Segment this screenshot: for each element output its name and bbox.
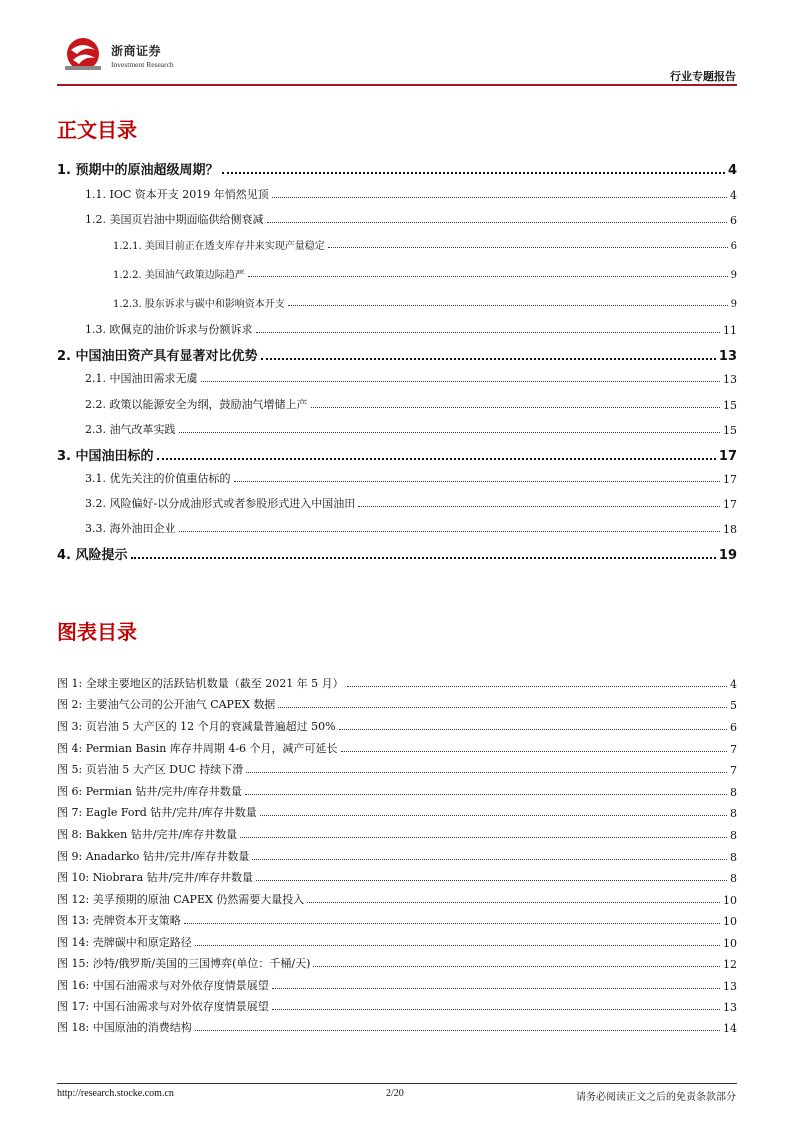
toc-entry-page: 19: [718, 548, 737, 563]
toc-entry-text: 2.1. 中国油田需求无虞: [85, 372, 198, 385]
leader-dots: [201, 381, 721, 382]
figure-entry-page: 6: [730, 721, 737, 734]
leader-dots: [256, 332, 721, 333]
leader-dots: [272, 197, 727, 198]
footer-divider: [57, 1083, 737, 1084]
toc-entry-page: 13: [723, 373, 737, 386]
leader-dots: [240, 837, 727, 838]
company-logo-icon: [63, 36, 107, 72]
figure-entry[interactable]: [57, 953, 737, 971]
toc-entry[interactable]: [57, 342, 737, 364]
toc-entry[interactable]: [85, 209, 737, 227]
toc-entry-text: 1.1. IOC 资本开支 2019 年悄然见顶: [85, 188, 269, 201]
toc-entry-text: 3.2. 风险偏好-以分成油形式或者参股形式进入中国油田: [85, 497, 356, 510]
toc-entry[interactable]: [85, 493, 737, 511]
leader-dots: [288, 305, 728, 306]
figure-entry[interactable]: [57, 781, 737, 799]
leader-dots: [347, 686, 727, 687]
figure-entry-text: 图 18: 中国原油的消费结构: [57, 1021, 192, 1034]
figure-entry[interactable]: [57, 673, 737, 691]
toc-entry[interactable]: [85, 368, 737, 386]
toc-entry-page: 13: [718, 349, 737, 364]
toc-entry-page: 15: [723, 399, 737, 412]
leader-dots: [245, 794, 727, 795]
leader-dots: [234, 481, 721, 482]
figure-entry-text: 图 1: 全球主要地区的活跃钻机数量（截至 2021 年 5 月）: [57, 677, 344, 690]
leader-dots: [261, 358, 716, 360]
toc-entry-page: 17: [723, 498, 737, 511]
toc-entry-text: 2.3. 油气改革实践: [85, 423, 176, 436]
leader-dots: [358, 506, 720, 507]
figure-entry-page: 4: [730, 678, 737, 691]
figure-entry-text: 图 8: Bakken 钻井/完井/库存井数量: [57, 828, 238, 841]
toc-entry[interactable]: [57, 541, 737, 563]
toc-entry[interactable]: [85, 518, 737, 536]
figure-entry-text: 图 17: 中国石油需求与对外依存度情景展望: [57, 1000, 269, 1013]
toc-title: 正文目录: [57, 118, 137, 142]
figure-entry[interactable]: [57, 932, 737, 950]
toc-entry[interactable]: [85, 394, 737, 412]
toc-entry-text: 1. 预期中的原油超级周期？: [57, 163, 219, 178]
figure-entry-page: 8: [730, 786, 737, 799]
toc-entry[interactable]: [57, 156, 737, 178]
figure-entry[interactable]: [57, 846, 737, 864]
figure-entry[interactable]: [57, 975, 737, 993]
figure-entry-text: 图 12: 美孚预期的原油 CAPEX 仍然需要大量投入: [57, 893, 305, 906]
figure-entry-text: 图 6: Permian 钻井/完井/库存井数量: [57, 785, 242, 798]
figure-entry-page: 10: [723, 937, 737, 950]
toc-entry-text: 3. 中国油田标的: [57, 449, 154, 464]
leader-dots: [157, 458, 716, 460]
figure-entry[interactable]: [57, 824, 737, 842]
leader-dots: [341, 751, 727, 752]
figure-entry-text: 图 4: Permian Basin 库存井周期 4-6 个月，减产可延长: [57, 742, 338, 755]
leader-dots: [252, 859, 727, 860]
toc-entry-text: 1.2.3. 股东诉求与碳中和影响资本开支: [113, 299, 285, 310]
figure-entry-page: 8: [730, 829, 737, 842]
toc-entry[interactable]: [85, 319, 737, 337]
leader-dots: [328, 247, 728, 248]
logo-chinese-name: 浙商证券: [111, 44, 162, 58]
leader-dots: [339, 729, 727, 730]
footer-url-link[interactable]: http://research.stocke.com.cn: [57, 1088, 174, 1099]
toc-entry-text: 2.2. 政策以能源安全为纲，鼓励油气增储上产: [85, 398, 308, 411]
figure-entry-page: 10: [723, 915, 737, 928]
leader-dots: [311, 407, 721, 408]
figure-entry[interactable]: [57, 716, 737, 734]
figure-entry-text: 图 7: Eagle Ford 钻井/完井/库存井数量: [57, 806, 257, 819]
toc-entry[interactable]: [85, 419, 737, 437]
toc-entry-text: 4. 风险提示: [57, 548, 128, 563]
footer-disclaimer: 请务必阅读正文之后的免责条款部分: [576, 1092, 736, 1103]
leader-dots: [260, 815, 727, 816]
figure-entry-text: 图 10: Niobrara 钻井/完井/库存井数量: [57, 871, 254, 884]
toc-entry-text: 1.2.2. 美国油气政策边际趋严: [113, 270, 245, 281]
toc-entry-text: 1.2. 美国页岩油中期面临供给侧衰减: [85, 213, 264, 226]
figure-entry-page: 12: [723, 958, 737, 971]
figure-entry[interactable]: [57, 889, 737, 907]
footer-page-number: 2/20: [386, 1088, 404, 1099]
toc-entry[interactable]: [85, 184, 737, 202]
leader-dots: [246, 772, 727, 773]
toc-entry-text: 3.3. 海外油田企业: [85, 522, 176, 535]
leader-dots: [278, 707, 727, 708]
toc-entry-page: 17: [723, 473, 737, 486]
toc-entry-page: 6: [730, 241, 737, 252]
figure-entry-page: 13: [723, 980, 737, 993]
leader-dots: [131, 557, 716, 559]
toc-entry-page: 9: [730, 299, 737, 310]
figures-title: 图表目录: [57, 620, 137, 644]
toc-entry-text: 3.1. 优先关注的价值重估标的: [85, 472, 231, 485]
page-header: [0, 0, 793, 90]
leader-dots: [222, 172, 725, 174]
figure-entry-page: 8: [730, 807, 737, 820]
leader-dots: [267, 222, 728, 223]
figure-entry-page: 8: [730, 851, 737, 864]
figure-entry[interactable]: [57, 910, 737, 928]
leader-dots: [248, 276, 728, 277]
figure-entry-text: 图 16: 中国石油需求与对外依存度情景展望: [57, 979, 269, 992]
leader-dots: [272, 1009, 720, 1010]
figure-entry-page: 10: [723, 894, 737, 907]
figure-entry-text: 图 2: 主要油气公司的公开油气 CAPEX 数据: [57, 698, 276, 711]
figure-entry-text: 图 5: 页岩油 5 大产区 DUC 持续下滑: [57, 763, 244, 776]
report-type-label: 行业专题报告: [670, 70, 736, 83]
figure-entry-page: 7: [730, 764, 737, 777]
figure-entry-page: 13: [723, 1001, 737, 1014]
figure-entry-text: 图 3: 页岩油 5 大产区的 12 个月的衰减量普遍超过 50%: [57, 720, 336, 733]
figure-entry-text: 图 15: 沙特/俄罗斯/美国的三国博弈(单位：千桶/天): [57, 957, 311, 970]
leader-dots: [195, 1030, 720, 1031]
figure-entry-page: 5: [730, 699, 737, 712]
toc-entry[interactable]: [113, 234, 737, 252]
figure-entry-text: 图 9: Anadarko 钻井/完井/库存井数量: [57, 850, 250, 863]
toc-entry-text: 1.2.1. 美国目前正在透支库存井来实现产量稳定: [113, 241, 325, 252]
figure-entry-page: 14: [723, 1022, 737, 1035]
toc-entry-page: 9: [730, 270, 737, 281]
leader-dots: [272, 988, 720, 989]
toc-entry[interactable]: [57, 442, 737, 464]
toc-entry-text: 2. 中国油田资产具有显著对比优势: [57, 349, 258, 364]
toc-entry[interactable]: [113, 263, 737, 281]
leader-dots: [195, 945, 720, 946]
toc-entry[interactable]: [85, 468, 737, 486]
leader-dots: [307, 902, 720, 903]
toc-entry[interactable]: [113, 292, 737, 310]
figure-entry-text: 图 13: 壳牌资本开支策略: [57, 914, 181, 927]
figure-entry[interactable]: [57, 802, 737, 820]
toc-entry-page: 6: [730, 214, 737, 227]
figure-entry[interactable]: [57, 694, 737, 712]
leader-dots: [179, 531, 721, 532]
figure-entry-page: 8: [730, 872, 737, 885]
figure-entry[interactable]: [57, 1017, 737, 1035]
header-divider: [57, 84, 737, 86]
toc-entry-page: 4: [727, 163, 737, 178]
figure-entry[interactable]: [57, 996, 737, 1014]
figure-entry[interactable]: [57, 738, 737, 756]
toc-entry-text: 1.3. 欧佩克的油价诉求与份额诉求: [85, 323, 253, 336]
leader-dots: [179, 432, 721, 433]
leader-dots: [184, 923, 720, 924]
toc-entry-page: 4: [730, 189, 737, 202]
leader-dots: [256, 880, 727, 881]
toc-entry-page: 17: [718, 449, 737, 464]
figure-entry[interactable]: [57, 759, 737, 777]
figure-entry-page: 7: [730, 743, 737, 756]
toc-entry-page: 15: [723, 424, 737, 437]
toc-entry-page: 11: [723, 324, 737, 337]
toc-entry-page: 18: [723, 523, 737, 536]
leader-dots: [313, 966, 720, 967]
figure-entry-text: 图 14: 壳牌碳中和原定路径: [57, 936, 192, 949]
figure-entry[interactable]: [57, 867, 737, 885]
logo-english-name: Investment Research: [111, 60, 174, 69]
